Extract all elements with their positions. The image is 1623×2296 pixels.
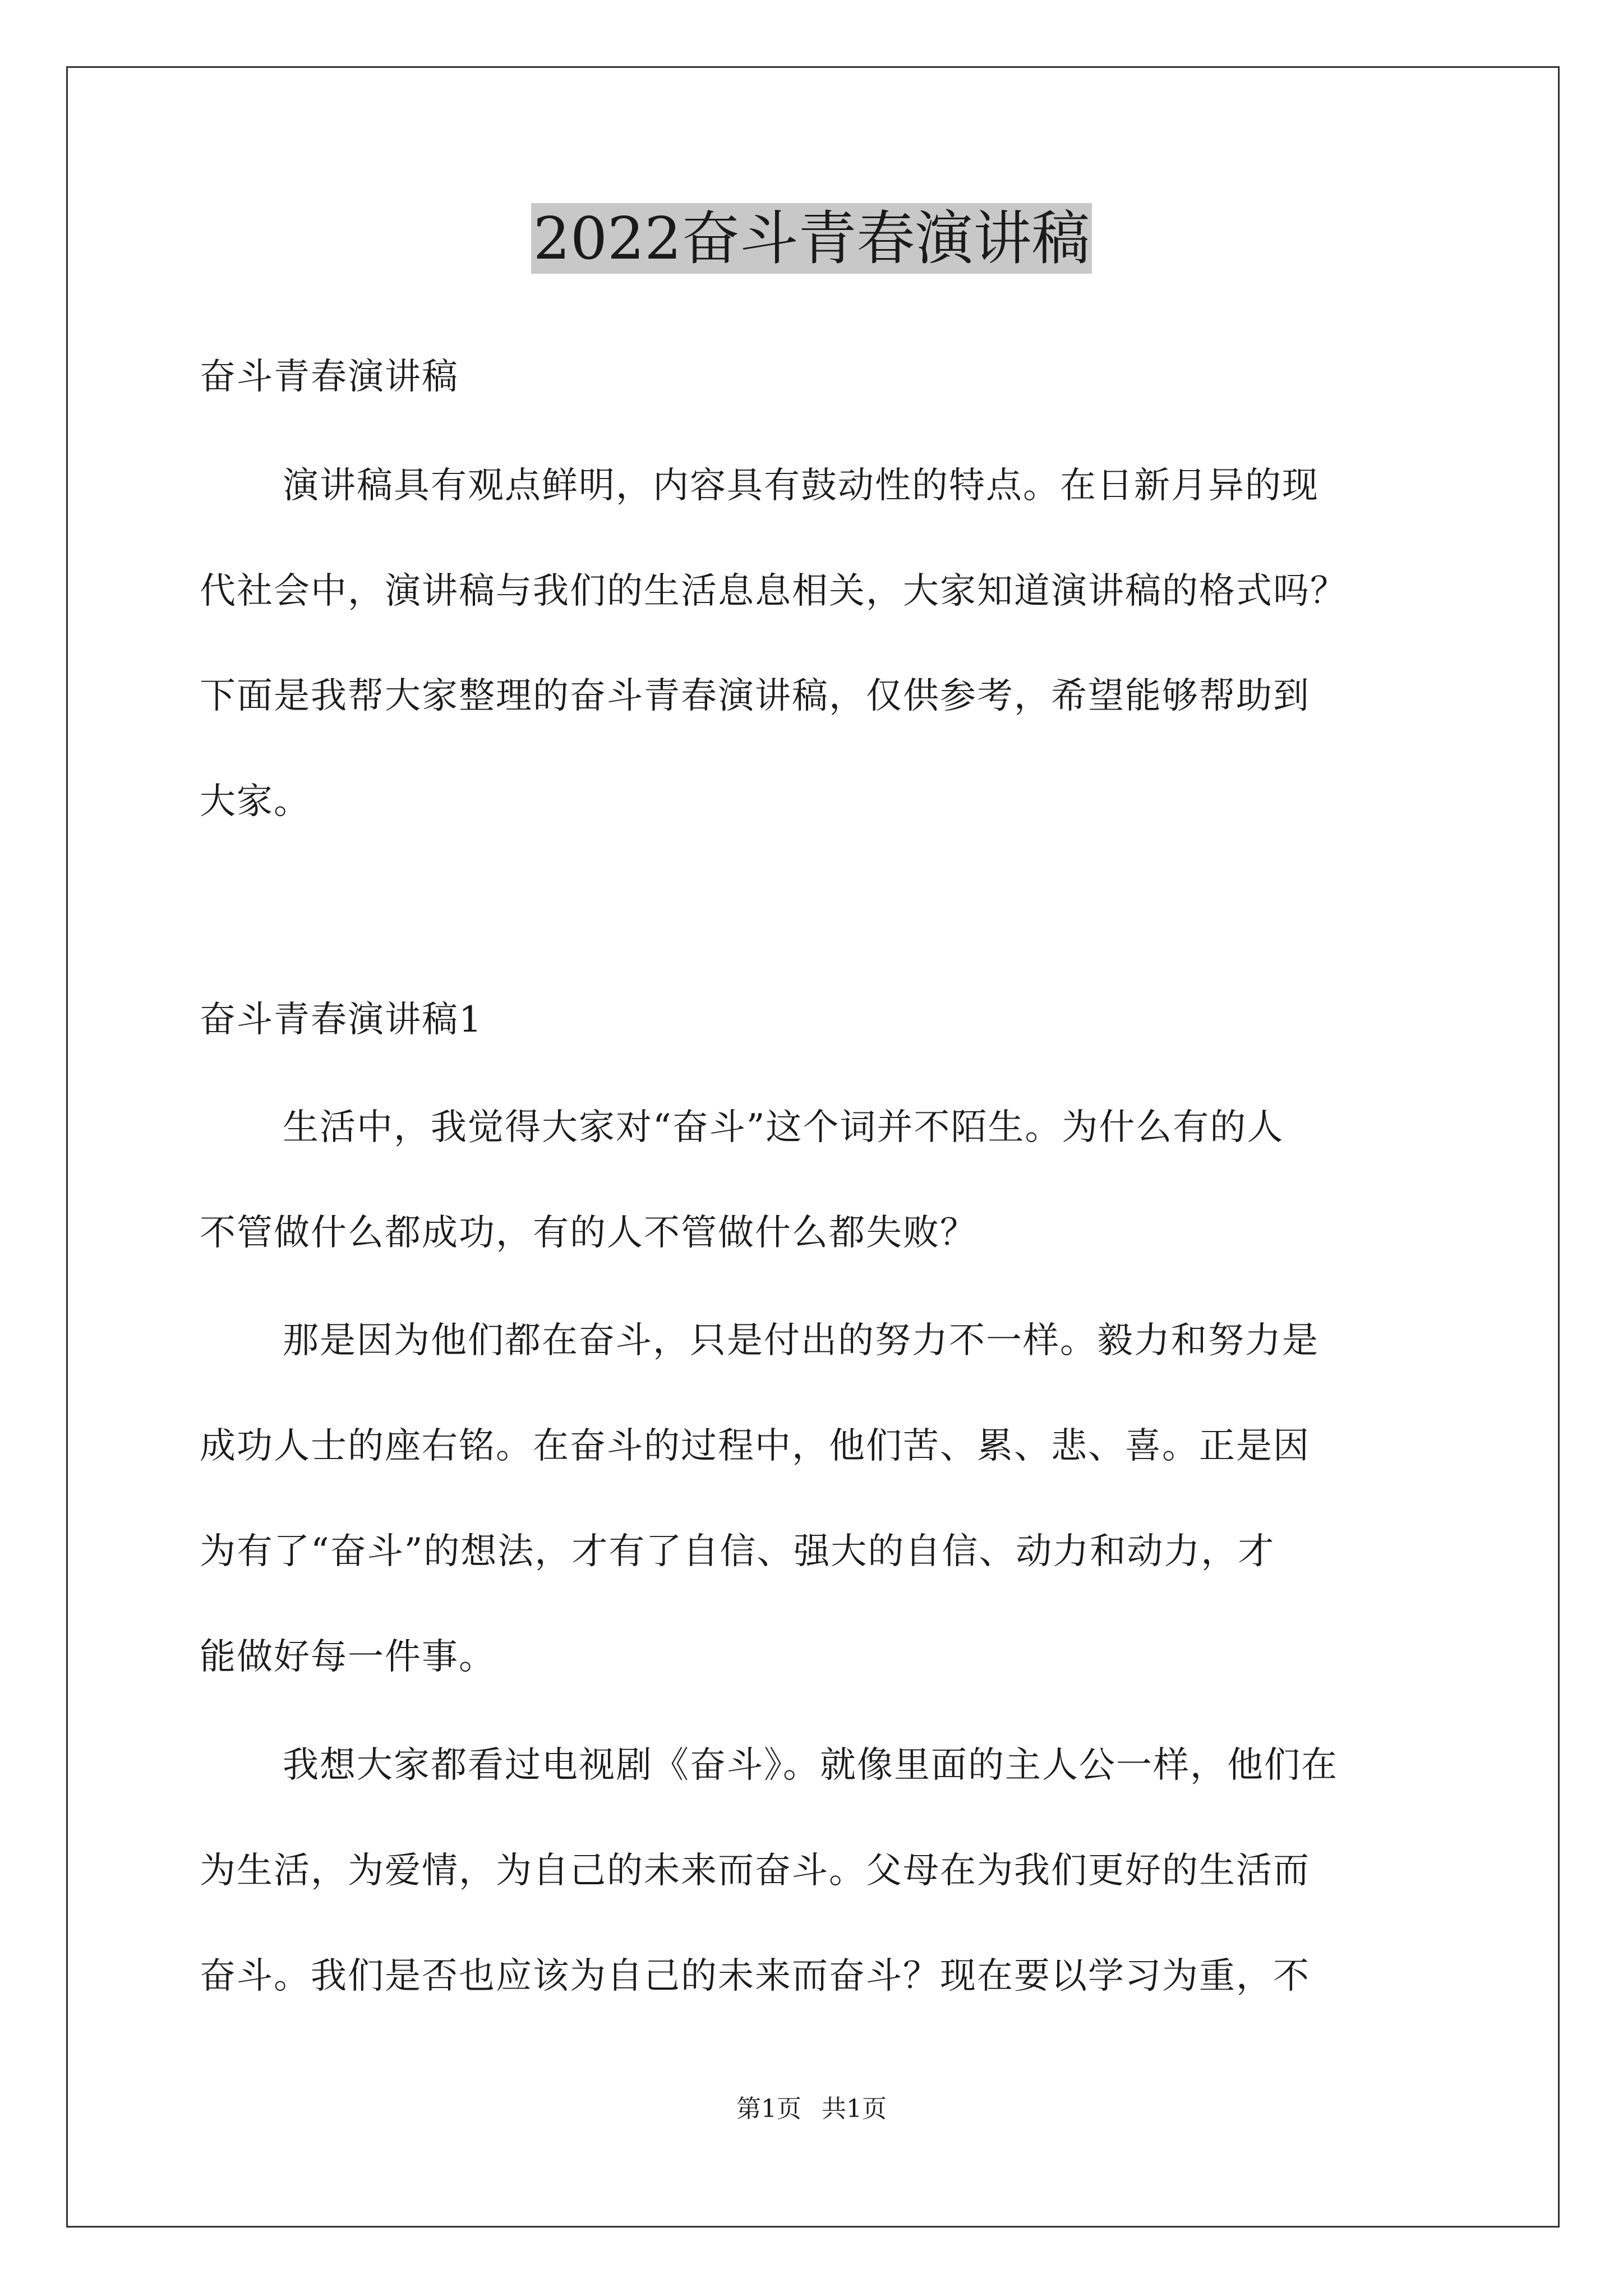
text-line: 大家。: [200, 781, 311, 822]
paragraph-3-cont: [200, 1952, 1433, 2001]
intro-paragraph-cont: [200, 567, 1433, 616]
text-line: 演讲稿具有观点鲜明，内容具有鼓动性的特点。在日新月异的现: [283, 465, 1319, 507]
text-line: 那是因为他们都在奋斗，只是付出的努力不一样。毅力和努力是: [283, 1320, 1319, 1361]
paragraph-2: [200, 1316, 1433, 1365]
page-total: 共1页: [822, 2095, 887, 2123]
text-line: 为生活，为爱情，为自己的未来而奋斗。父母在为我们更好的生活而: [200, 1850, 1310, 1892]
paragraph-3: [200, 1741, 1433, 1790]
paragraph-1-cont: [200, 1208, 1433, 1258]
text-line: 不管做什么都成功，有的人不管做什么都失败？: [200, 1212, 977, 1254]
text-line: 代社会中，演讲稿与我们的生活息息相关，大家知道演讲稿的格式吗？: [200, 570, 1347, 612]
intro-paragraph: [200, 461, 1433, 510]
page-footer: [0, 2092, 1623, 2126]
subheading: [200, 352, 1433, 402]
text-line: 成功人士的座右铭。在奋斗的过程中，他们苦、累、悲、喜。正是因: [200, 1425, 1310, 1467]
intro-paragraph-cont: [200, 777, 1433, 826]
title-container: [0, 203, 1623, 274]
paragraph-2-cont: [200, 1632, 1433, 1682]
text-line: 奋斗青春演讲稿: [200, 356, 459, 398]
text-line: 能做好每一件事。: [200, 1636, 496, 1678]
text-line: 为有了“奋斗”的想法，才有了自信、强大的自信、动力和动力，才: [200, 1531, 1275, 1572]
text-line: 我想大家都看过电视剧《奋斗》。就像里面的主人公一样，他们在: [283, 1745, 1338, 1786]
page-number: 第1页: [736, 2095, 801, 2123]
section-heading: [200, 995, 1433, 1045]
text-line: 奋斗青春演讲稿1: [200, 999, 483, 1041]
text-line: 下面是我帮大家整理的奋斗青春演讲稿，仅供参考，希望能够帮助到: [200, 675, 1310, 717]
paragraph-2-cont: [200, 1421, 1433, 1471]
paragraph-1: [200, 1103, 1433, 1152]
text-line: 奋斗。我们是否也应该为自己的未来而奋斗？现在要以学习为重，不: [200, 1955, 1310, 1997]
paragraph-3-cont: [200, 1846, 1433, 1895]
paragraph-2-cont: [200, 1527, 1433, 1576]
intro-paragraph-cont: [200, 671, 1433, 721]
text-line: 生活中，我觉得大家对“奋斗”这个词并不陌生。为什么有的人: [283, 1107, 1284, 1148]
document-title: 2022奋斗青春演讲稿: [531, 203, 1092, 274]
